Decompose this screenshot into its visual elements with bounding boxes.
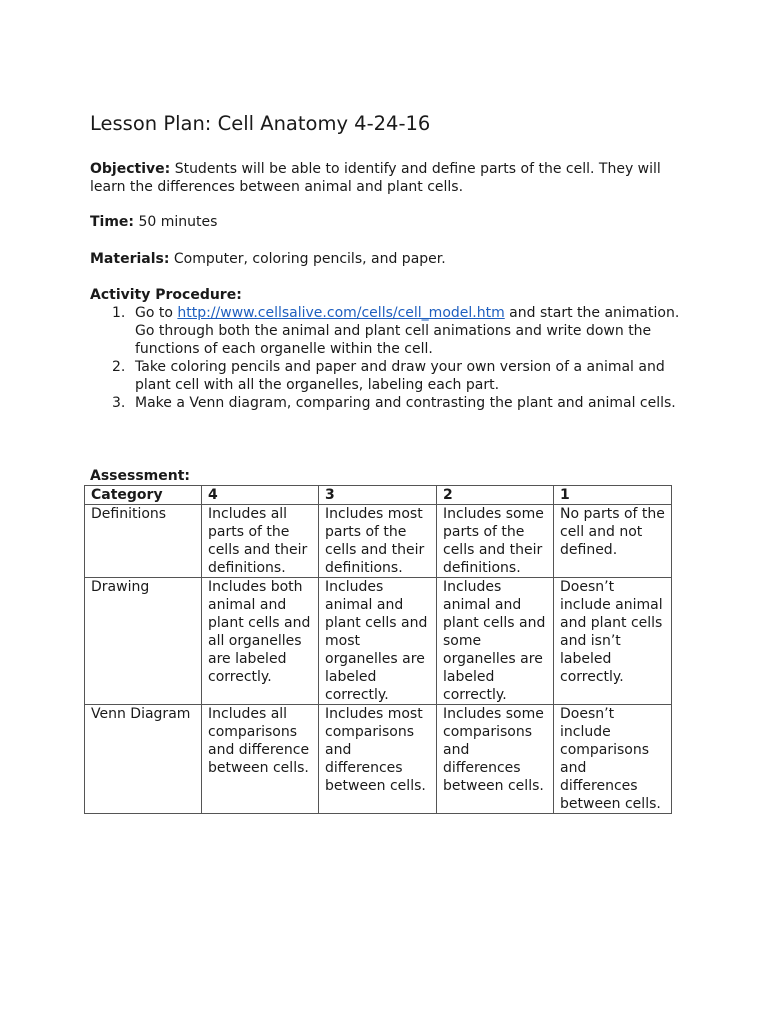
assessment-label: Assessment: <box>90 468 191 484</box>
table-cell: Doesn’t include comparisons and differences between cells. <box>554 705 672 814</box>
procedure-step-1 <box>90 304 690 358</box>
table-cell: Includes all comparisons and difference between cells. <box>202 705 319 814</box>
procedure-step-2 <box>90 358 690 394</box>
time-text: 50 minutes <box>138 214 218 230</box>
cellsalive-link[interactable]: http://www.cellsalive.com/cells/cell_model.htm <box>177 305 505 321</box>
materials-label: Materials: <box>90 251 170 267</box>
procedure-heading <box>90 286 690 304</box>
time-label: Time: <box>90 214 135 230</box>
table-cell: Includes both animal and plant cells and all organelles are labeled correctly. <box>202 578 319 705</box>
assessment-rubric-table <box>84 485 672 814</box>
step-text: Take coloring pencils and paper and draw your own version of a animal and plant cell with all the organelles, labeling each part. <box>135 359 665 393</box>
table-row <box>85 505 672 578</box>
step-prefix: Go to <box>135 305 178 321</box>
step-number: 1. <box>112 305 126 321</box>
table-row <box>85 578 672 705</box>
step-number: 3. <box>112 395 126 411</box>
materials-text: Computer, coloring pencils, and paper. <box>173 251 446 267</box>
header-score-1: 1 <box>554 486 672 505</box>
table-cell: Includes some parts of the cells and their definitions. <box>437 505 554 578</box>
objective-text: Students will be able to identify and define parts of the cell. They will learn the differences between animal and plant cells. <box>90 161 661 195</box>
page-title: Lesson Plan: Cell Anatomy 4-24-16 <box>90 112 431 135</box>
procedure-step-3 <box>90 394 690 412</box>
procedure-label: Activity Procedure: <box>90 287 242 303</box>
time-section <box>90 213 690 231</box>
row-category: Drawing <box>85 578 202 705</box>
table-header-row <box>85 486 672 505</box>
table-cell: Includes most parts of the cells and their definitions. <box>319 505 437 578</box>
objective-label: Objective: <box>90 161 171 177</box>
step-text: and start the animation. Go through both the animal and plant cell animations and write down the functions of each organelle within the cell. <box>135 305 680 357</box>
step-text: Make a Venn diagram, comparing and contrasting the plant and animal cells. <box>135 395 676 411</box>
table-cell: Doesn’t include animal and plant cells and isn’t labeled correctly. <box>554 578 672 705</box>
table-cell: Includes animal and plant cells and some organelles are labeled correctly. <box>437 578 554 705</box>
table-cell: No parts of the cell and not defined. <box>554 505 672 578</box>
materials-section <box>90 250 690 268</box>
procedure-list <box>90 304 690 412</box>
header-score-2: 2 <box>437 486 554 505</box>
table-cell: Includes animal and plant cells and most organelles are labeled correctly. <box>319 578 437 705</box>
header-score-4: 4 <box>202 486 319 505</box>
header-category: Category <box>85 486 202 505</box>
row-category: Venn Diagram <box>85 705 202 814</box>
table-row <box>85 705 672 814</box>
row-category: Definitions <box>85 505 202 578</box>
step-number: 2. <box>112 359 126 375</box>
objective-section <box>90 160 690 196</box>
table-cell: Includes all parts of the cells and their definitions. <box>202 505 319 578</box>
table-cell: Includes most comparisons and differences between cells. <box>319 705 437 814</box>
table-cell: Includes some comparisons and differences between cells. <box>437 705 554 814</box>
header-score-3: 3 <box>319 486 437 505</box>
